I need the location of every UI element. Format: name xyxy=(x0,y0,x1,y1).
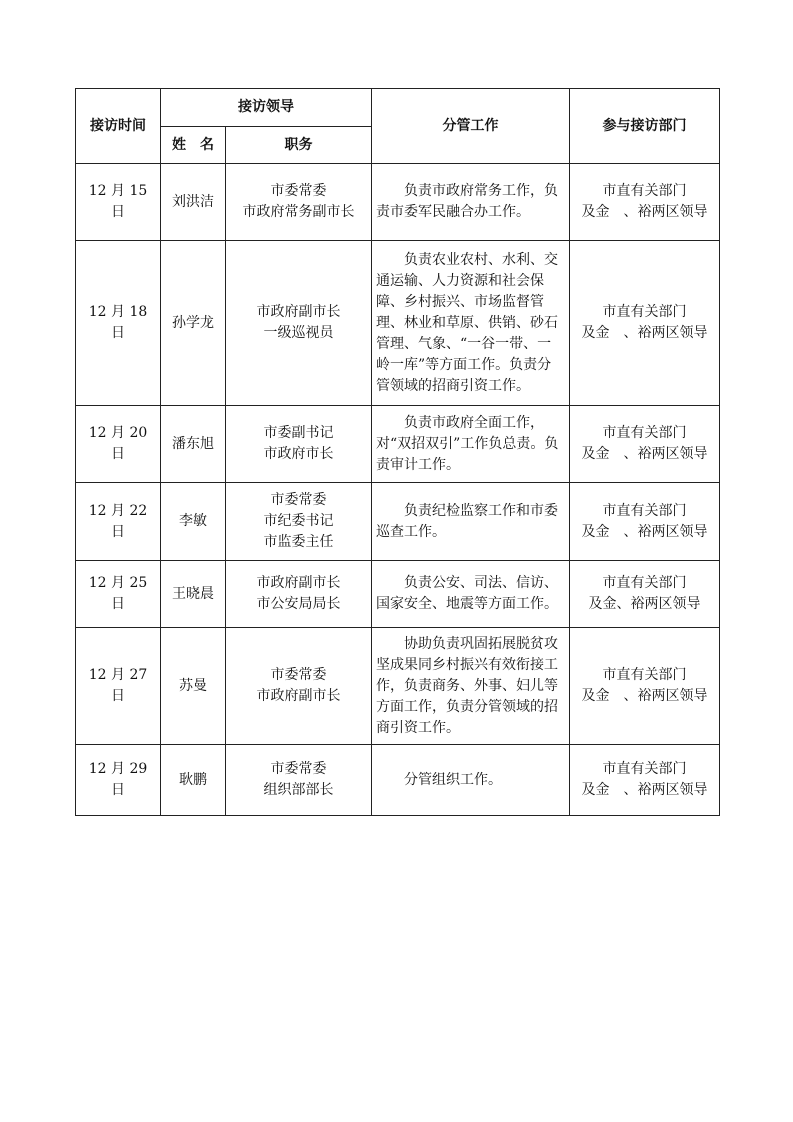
reception-schedule-table xyxy=(75,88,720,816)
dept-cell: 市直有关部门 及金 、裕两区领导 xyxy=(570,164,720,241)
name-cell: 孙学龙 xyxy=(161,241,226,406)
date-cell: 12 月 22 日 xyxy=(76,483,161,561)
header-position: 职务 xyxy=(226,127,372,164)
duty-cell: 负责公安、司法、信访、国家安全、地震等方面工作。 xyxy=(372,561,570,628)
name-cell: 刘洪洁 xyxy=(161,164,226,241)
date-cell: 12 月 18 日 xyxy=(76,241,161,406)
duty-cell: 负责农业农村、水利、交通运输、人力资源和社会保障、乡村振兴、市场监督管理、林业和草原、供销、砂石管理、气象、“一谷一带、一岭一库”等方面工作。负责分管领域的招商引资工作。 xyxy=(372,241,570,406)
duty-cell: 负责纪检监察工作和市委巡查工作。 xyxy=(372,483,570,561)
duty-cell: 负责市政府常务工作，负责市委军民融合办工作。 xyxy=(372,164,570,241)
name-cell: 耿鹏 xyxy=(161,745,226,816)
table-row xyxy=(76,483,720,561)
name-cell: 潘东旭 xyxy=(161,406,226,483)
position-cell: 市委常委 市纪委书记 市监委主任 xyxy=(226,483,372,561)
position-cell: 市委副书记 市政府市长 xyxy=(226,406,372,483)
header-dept: 参与接访部门 xyxy=(570,89,720,164)
position-cell: 市委常委 市政府常务副市长 xyxy=(226,164,372,241)
dept-cell: 市直有关部门 及金 、裕两区领导 xyxy=(570,628,720,745)
dept-cell: 市直有关部门 及金 、裕两区领导 xyxy=(570,406,720,483)
table-row xyxy=(76,745,720,816)
header-name: 姓 名 xyxy=(161,127,226,164)
date-cell: 12 月 15 日 xyxy=(76,164,161,241)
header-leader: 接访领导 xyxy=(161,89,372,127)
name-cell: 王晓晨 xyxy=(161,561,226,628)
dept-cell: 市直有关部门 及金、裕两区领导 xyxy=(570,561,720,628)
date-cell: 12 月 29 日 xyxy=(76,745,161,816)
duty-cell: 负责市政府全面工作，对“双招双引”工作负总责。负责审计工作。 xyxy=(372,406,570,483)
date-cell: 12 月 27 日 xyxy=(76,628,161,745)
duty-cell: 分管组织工作。 xyxy=(372,745,570,816)
duty-cell: 协助负责巩固拓展脱贫攻坚成果同乡村振兴有效衔接工作，负责商务、外事、妇儿等方面工作，负责分管领域的招商引资工作。 xyxy=(372,628,570,745)
position-cell: 市政府副市长 一级巡视员 xyxy=(226,241,372,406)
date-cell: 12 月 20 日 xyxy=(76,406,161,483)
header-row-top xyxy=(76,89,720,127)
name-cell: 李敏 xyxy=(161,483,226,561)
table-row xyxy=(76,406,720,483)
name-cell: 苏曼 xyxy=(161,628,226,745)
date-cell: 12 月 25 日 xyxy=(76,561,161,628)
position-cell: 市委常委 市政府副市长 xyxy=(226,628,372,745)
position-cell: 市委常委 组织部部长 xyxy=(226,745,372,816)
position-cell: 市政府副市长 市公安局局长 xyxy=(226,561,372,628)
table-row xyxy=(76,241,720,406)
table-row xyxy=(76,164,720,241)
dept-cell: 市直有关部门 及金 、裕两区领导 xyxy=(570,241,720,406)
table-row xyxy=(76,561,720,628)
table-row xyxy=(76,628,720,745)
dept-cell: 市直有关部门 及金 、裕两区领导 xyxy=(570,483,720,561)
header-time: 接访时间 xyxy=(76,89,161,164)
header-duty: 分管工作 xyxy=(372,89,570,164)
dept-cell: 市直有关部门 及金 、裕两区领导 xyxy=(570,745,720,816)
